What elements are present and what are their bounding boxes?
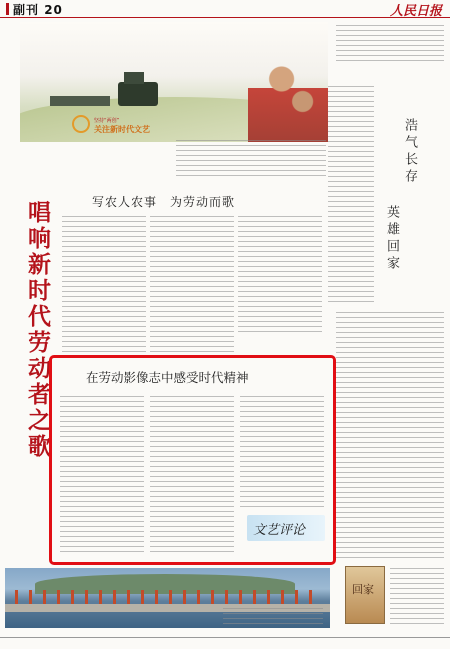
port-caption (223, 608, 323, 624)
farm-photo (20, 22, 328, 142)
highlight-column-2 (150, 396, 234, 552)
harvester-shape (50, 96, 110, 106)
section-name: 副刊 (13, 3, 40, 17)
highlight-column-1 (60, 396, 144, 552)
right-headline-part-2: 英雄回家 (384, 205, 399, 273)
highlighted-article-title: 在劳动影像志中感受时代精神 (86, 370, 249, 385)
highlight-column-3 (240, 396, 324, 508)
tractor-shape (118, 82, 158, 106)
book-cover (345, 566, 385, 624)
masthead (0, 0, 450, 18)
port-photo (5, 568, 330, 628)
book-title: 回家 (352, 583, 374, 596)
right-text-column-a (328, 86, 374, 306)
art-review-logo (247, 515, 325, 541)
art-review-logo-text: 文艺评论 (253, 523, 306, 538)
right-headline-part-1: 浩气长存 (402, 118, 417, 186)
top-right-text (336, 25, 444, 63)
intro-text (176, 140, 326, 178)
badge-ring-icon (72, 115, 90, 133)
feature-headline: 写农人农事 为劳动而歌 (92, 195, 236, 209)
article-column-2 (150, 216, 234, 354)
badge-line-1: 坚持“两创” (94, 118, 120, 124)
article-column-1 (62, 216, 146, 354)
newspaper-logo: 人民日报 (389, 4, 442, 19)
section-label (6, 1, 63, 18)
page-footer (0, 637, 450, 649)
vertical-page-title: 唱响新时代劳动者之歌 (24, 200, 51, 460)
column-badge (72, 115, 150, 141)
book-blurb (390, 568, 444, 624)
badge-line-2: 关注新时代文艺 (94, 125, 150, 134)
page-number: 20 (44, 3, 63, 17)
article-column-3 (238, 216, 322, 336)
farmers-shape (248, 52, 328, 142)
right-text-column-b (336, 312, 444, 558)
